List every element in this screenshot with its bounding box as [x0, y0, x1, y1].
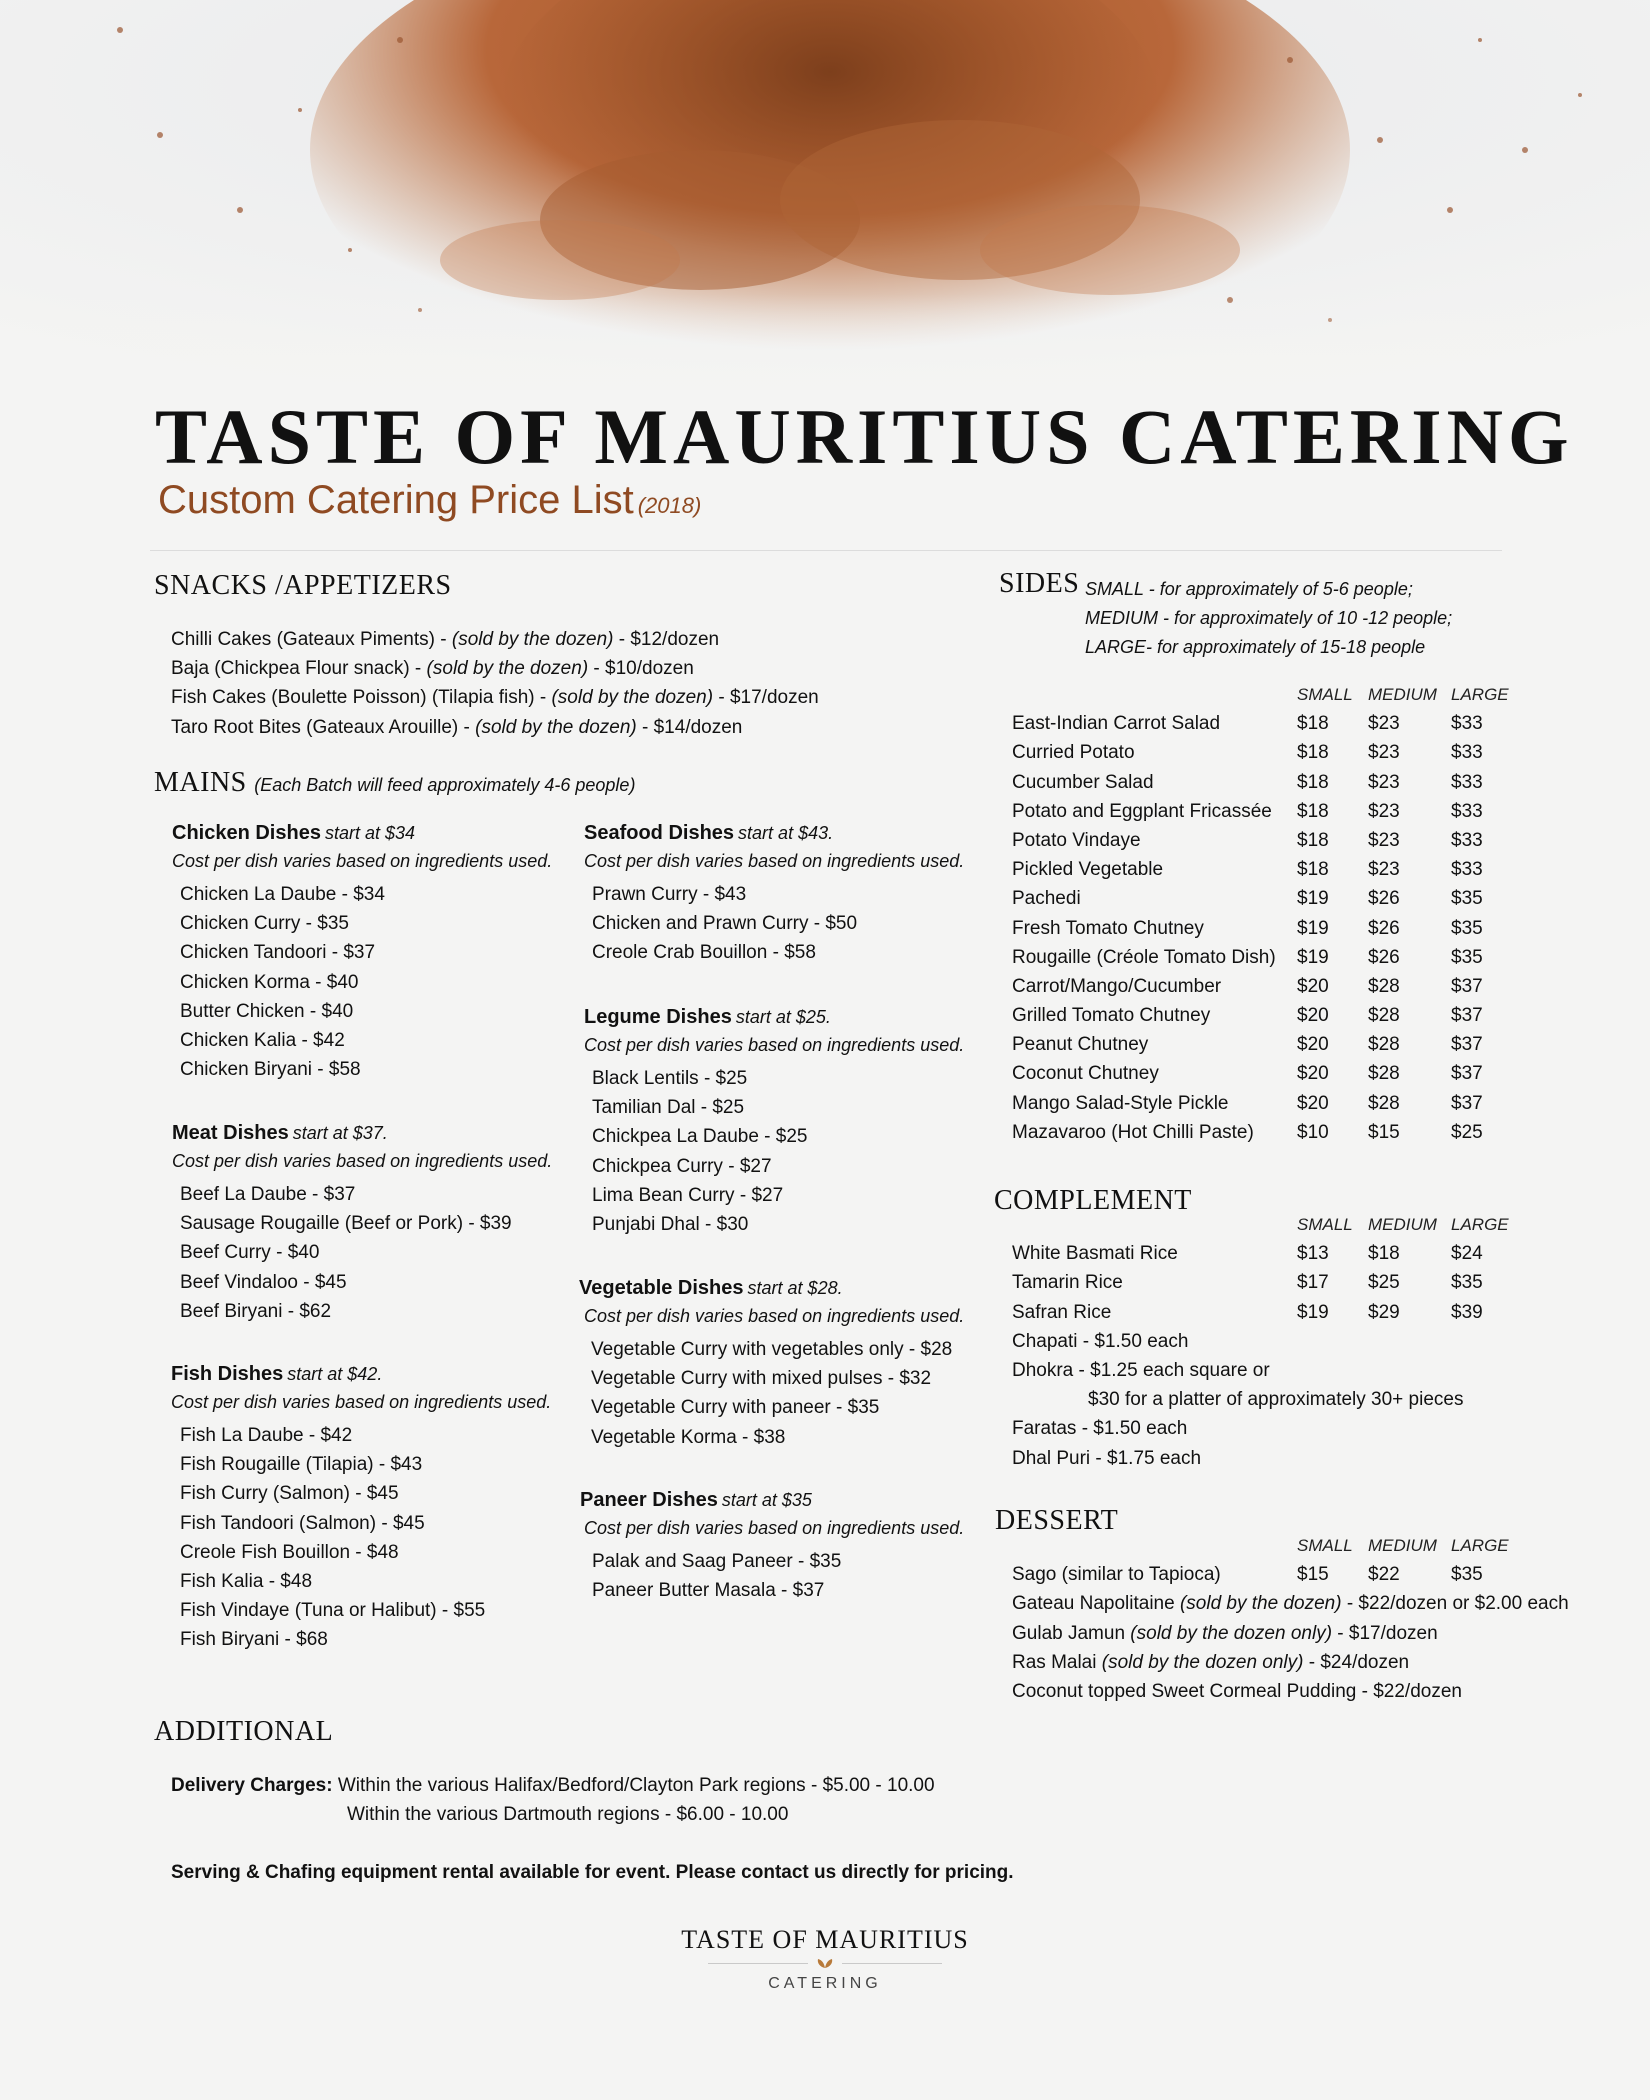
- list-item: Chicken Tandoori - $37: [180, 942, 376, 964]
- delivery-line-1: Within the various Halifax/Bedford/Clayton Park regions - $5.00 - 10.00: [332, 1775, 935, 1796]
- list-item: Coconut topped Sweet Cormeal Pudding - $22/dozen: [1012, 1680, 1462, 1702]
- list-item: Butter Chicken - $40: [180, 1000, 354, 1022]
- item-price: $23: [1368, 829, 1400, 851]
- table-row: [1012, 797, 1511, 826]
- item-price: $10: [1297, 1121, 1329, 1143]
- item-price: $20: [1297, 1063, 1329, 1085]
- item-price: $33: [1451, 742, 1483, 764]
- item-name: Potato Vindaye: [1012, 829, 1141, 851]
- item-price: $37: [1451, 1005, 1483, 1027]
- item-name: Mazavaroo (Hot Chilli Paste): [1012, 1121, 1254, 1143]
- item-price: $37: [1451, 1034, 1483, 1056]
- item-price: $29: [1368, 1301, 1400, 1323]
- list-item: Vegetable Curry with vegetables only - $28: [591, 1339, 953, 1360]
- logo-name: TASTE OF MAURITIUS: [681, 1925, 969, 1954]
- group-title: Paneer Dishes: [580, 1489, 718, 1511]
- group-start-price: start at $25.: [735, 1007, 831, 1027]
- size-note-small: SMALL - for approximately of 5-6 people;: [1085, 579, 1413, 599]
- item-name: Fresh Tomato Chutney: [1012, 917, 1204, 939]
- list-item: Fish Tandoori (Salmon) - $45: [180, 1512, 425, 1534]
- item-price: $19: [1297, 917, 1329, 939]
- item-price: $37: [1451, 975, 1483, 997]
- snacks-list: [171, 625, 819, 742]
- table-row: [1012, 826, 1511, 855]
- table-row: [1012, 855, 1511, 884]
- list-item: Chicken and Prawn Curry - $50: [592, 913, 858, 935]
- item-price: $23: [1368, 713, 1400, 735]
- fish-dishes-group: [171, 1363, 551, 1655]
- col-large: LARGE: [1451, 1536, 1509, 1555]
- item-price: $25: [1368, 1272, 1400, 1294]
- table-row: [1012, 1268, 1511, 1297]
- group-start-price: start at $35: [721, 1490, 812, 1510]
- logo-sub: CATERING: [768, 1975, 882, 1992]
- item-price: $28: [1368, 1005, 1400, 1027]
- item-price: $23: [1368, 800, 1400, 822]
- group-note: Cost per dish varies based on ingredients used.: [584, 1035, 965, 1055]
- list-item: Beef La Daube - $37: [180, 1184, 356, 1205]
- list-item: Creole Crab Bouillon - $58: [592, 942, 816, 964]
- item-price: $35: [1451, 917, 1483, 939]
- leaf-ornament-icon: [600, 1957, 1050, 1969]
- item-price: $19: [1297, 888, 1329, 910]
- table-row: [1012, 1030, 1511, 1059]
- delivery-line-2: Within the various Dartmouth regions - $6.00 - 10.00: [347, 1804, 789, 1826]
- equipment-note: Serving & Chafing equipment rental available for event. Please contact us directly for pricing.: [171, 1862, 1014, 1883]
- page-title: TASTE OF MAURITIUS CATERING: [155, 393, 1574, 480]
- snacks-heading: SNACKS /APPETIZERS: [154, 570, 452, 601]
- table-row: [1012, 943, 1511, 972]
- list-item: Gateau Napolitaine (sold by the dozen) - $22/dozen or $2.00 each: [1012, 1593, 1569, 1615]
- list-item: Creole Fish Bouillon - $48: [180, 1541, 399, 1563]
- list-item: Fish Rougaille (Tilapia) - $43: [180, 1454, 423, 1476]
- list-item: Beef Biryani - $62: [180, 1300, 332, 1322]
- item-price: $28: [1368, 1034, 1400, 1056]
- col-small: SMALL: [1297, 685, 1353, 704]
- group-note: Cost per dish varies based on ingredients used.: [584, 1306, 965, 1326]
- table-row: [1012, 884, 1511, 913]
- group-start-price: start at $42.: [287, 1364, 383, 1384]
- item-price: $20: [1297, 1034, 1329, 1056]
- col-small: SMALL: [1297, 1536, 1353, 1555]
- table-row: [1012, 709, 1511, 738]
- dessert-table: [1012, 1531, 1569, 1706]
- item-price: $39: [1451, 1301, 1483, 1323]
- item-name: Carrot/Mango/Cucumber: [1012, 975, 1222, 997]
- delivery-label: Delivery Charges:: [171, 1775, 333, 1796]
- item-name: Peanut Chutney: [1012, 1034, 1149, 1056]
- table-row: [1012, 738, 1511, 767]
- divider: [150, 550, 1502, 551]
- col-medium: MEDIUM: [1368, 1536, 1437, 1555]
- delivery-charges: [171, 1771, 935, 1829]
- dessert-heading: DESSERT: [995, 1505, 1119, 1536]
- item-price: $26: [1368, 946, 1400, 968]
- additional-heading: ADDITIONAL: [154, 1716, 334, 1747]
- list-item: Fish Vindaye (Tuna or Halibut) - $55: [180, 1600, 486, 1622]
- group-title: Fish Dishes: [171, 1363, 284, 1385]
- list-item: Beef Curry - $40: [180, 1242, 320, 1264]
- list-item: Chicken Kalia - $42: [180, 1030, 345, 1052]
- list-item: Lima Bean Curry - $27: [592, 1184, 784, 1206]
- table-row: [1012, 1001, 1511, 1030]
- item-name: Curried Potato: [1012, 742, 1135, 764]
- item-price: $18: [1297, 829, 1329, 851]
- list-item: Chickpea Curry - $27: [592, 1155, 772, 1177]
- group-start-price: start at $28.: [747, 1278, 843, 1298]
- table-row: [1012, 1089, 1511, 1118]
- group-note: Cost per dish varies based on ingredients used.: [584, 1518, 965, 1538]
- group-title: Chicken Dishes: [172, 822, 321, 844]
- list-item: Chilli Cakes (Gateaux Piments) - (sold by the dozen) - $12/dozen: [171, 629, 720, 650]
- table-row: [1012, 1118, 1511, 1147]
- chicken-dishes-group: [172, 822, 552, 1084]
- item-price: $19: [1297, 946, 1329, 968]
- item-price: $18: [1297, 771, 1329, 793]
- list-item: Vegetable Korma - $38: [591, 1426, 786, 1448]
- list-item: Tamilian Dal - $25: [592, 1097, 745, 1119]
- item-price: $28: [1368, 975, 1400, 997]
- list-item: Chapati - $1.50 each: [1012, 1330, 1189, 1352]
- table-header: [1012, 1531, 1569, 1560]
- list-item: Faratas - $1.50 each: [1012, 1418, 1188, 1440]
- table-row: [1012, 1059, 1511, 1088]
- footer-logo: [600, 1925, 1050, 1993]
- list-item: $30 for a platter of approximately 30+ pieces: [1088, 1389, 1464, 1411]
- item-price: $23: [1368, 742, 1400, 764]
- item-price: $28: [1368, 1092, 1400, 1114]
- group-title: Vegetable Dishes: [579, 1277, 744, 1299]
- item-price: $23: [1368, 859, 1400, 881]
- table-row: Sago (similar to Tapioca) $15 $22 $35: [1012, 1564, 1483, 1586]
- list-item: Dhokra - $1.25 each square or: [1012, 1359, 1270, 1381]
- vegetable-dishes-group: [579, 1277, 964, 1452]
- list-item: Black Lentils - $25: [592, 1068, 748, 1089]
- group-title: Legume Dishes: [584, 1006, 732, 1028]
- subtitle-text: Custom Catering Price List: [158, 478, 634, 522]
- item-price: $33: [1451, 771, 1483, 793]
- list-item: Vegetable Curry with mixed pulses - $32: [591, 1368, 932, 1390]
- col-small: SMALL: [1297, 1215, 1353, 1234]
- table-row: [1012, 972, 1511, 1001]
- col-large: LARGE: [1451, 1215, 1509, 1234]
- group-start-price: start at $37.: [292, 1123, 388, 1143]
- complement-heading: COMPLEMENT: [994, 1185, 1192, 1216]
- list-item: Chicken La Daube - $34: [180, 884, 385, 905]
- item-price: $35: [1451, 946, 1483, 968]
- item-name: Pickled Vegetable: [1012, 859, 1164, 881]
- subtitle-year: (2018): [637, 493, 702, 518]
- list-item: Baja (Chickpea Flour snack) - (sold by the dozen) - $10/dozen: [171, 658, 694, 680]
- page-subtitle: [158, 478, 701, 523]
- mains-heading: [154, 767, 635, 799]
- item-name: Pachedi: [1012, 888, 1081, 910]
- table-row: [1012, 1239, 1511, 1268]
- mains-note: (Each Batch will feed approximately 4-6 people): [254, 775, 636, 795]
- mains-heading-text: MAINS: [154, 767, 247, 798]
- item-price: $35: [1451, 1272, 1483, 1294]
- paneer-dishes-group: [580, 1489, 964, 1605]
- item-price: $20: [1297, 1092, 1329, 1114]
- item-price: $15: [1368, 1121, 1400, 1143]
- table-header: [1012, 680, 1511, 709]
- list-item: Fish Curry (Salmon) - $45: [180, 1483, 399, 1505]
- size-note-medium: MEDIUM - for approximately of 10 -12 people;: [1085, 608, 1453, 628]
- item-name: White Basmati Rice: [1012, 1243, 1178, 1265]
- meat-dishes-group: [172, 1122, 552, 1326]
- item-price: $23: [1368, 771, 1400, 793]
- item-price: $26: [1368, 917, 1400, 939]
- table-row: [1012, 768, 1511, 797]
- item-price: $26: [1368, 888, 1400, 910]
- list-item: Vegetable Curry with paneer - $35: [591, 1397, 880, 1419]
- item-name: Grilled Tomato Chutney: [1012, 1005, 1211, 1027]
- item-price: $37: [1451, 1092, 1483, 1114]
- spice-powder-image: [0, 0, 1650, 420]
- table-row: [1012, 1298, 1511, 1327]
- item-price: $18: [1297, 742, 1329, 764]
- group-title: Seafood Dishes: [584, 822, 735, 844]
- item-price: $33: [1451, 713, 1483, 735]
- list-item: Ras Malai (sold by the dozen only) - $24/dozen: [1012, 1651, 1410, 1673]
- list-item: Punjabi Dhal - $30: [592, 1214, 749, 1236]
- list-item: Chicken Biryani - $58: [180, 1059, 361, 1081]
- item-name: Safran Rice: [1012, 1301, 1112, 1323]
- list-item: Chicken Korma - $40: [180, 971, 359, 993]
- list-item: Fish Cakes (Boulette Poisson) (Tilapia fish) - (sold by the dozen) - $17/dozen: [171, 687, 819, 709]
- col-large: LARGE: [1451, 685, 1509, 704]
- item-price: $33: [1451, 859, 1483, 881]
- item-price: $35: [1451, 888, 1483, 910]
- item-price: $18: [1368, 1243, 1400, 1265]
- group-title: Meat Dishes: [172, 1122, 289, 1144]
- item-price: $13: [1297, 1243, 1329, 1265]
- complement-extras: [1012, 1327, 1511, 1473]
- item-price: $33: [1451, 800, 1483, 822]
- col-medium: MEDIUM: [1368, 685, 1437, 704]
- group-note: Cost per dish varies based on ingredients used.: [172, 1151, 553, 1171]
- list-item: Paneer Butter Masala - $37: [592, 1580, 825, 1602]
- item-price: $33: [1451, 829, 1483, 851]
- item-name: Rougaille (Créole Tomato Dish): [1012, 946, 1276, 968]
- sides-heading: SIDES: [999, 568, 1080, 599]
- item-price: $18: [1297, 859, 1329, 881]
- col-medium: MEDIUM: [1368, 1215, 1437, 1234]
- group-start-price: start at $43.: [738, 823, 834, 843]
- item-price: $28: [1368, 1063, 1400, 1085]
- item-price: $17: [1297, 1272, 1329, 1294]
- size-note-large: LARGE- for approximately of 15-18 people: [1085, 637, 1426, 657]
- item-name: East-Indian Carrot Salad: [1012, 713, 1221, 735]
- list-item: Gulab Jamun (sold by the dozen only) - $17/dozen: [1012, 1622, 1438, 1644]
- list-item: Palak and Saag Paneer - $35: [592, 1551, 842, 1572]
- group-start-price: start at $34: [324, 823, 416, 843]
- sides-table: [1012, 680, 1511, 1147]
- item-price: $19: [1297, 1301, 1329, 1323]
- list-item: Fish Kalia - $48: [180, 1571, 313, 1593]
- item-name: Coconut Chutney: [1012, 1063, 1159, 1085]
- list-item: Beef Vindaloo - $45: [180, 1271, 347, 1293]
- list-item: Taro Root Bites (Gateaux Arouille) - (sold by the dozen) - $14/dozen: [171, 716, 743, 738]
- list-item: Fish La Daube - $42: [180, 1425, 353, 1446]
- item-price: $20: [1297, 1005, 1329, 1027]
- list-item: Sausage Rougaille (Beef or Pork) - $39: [180, 1213, 512, 1235]
- list-item: Fish Biryani - $68: [180, 1629, 328, 1651]
- item-price: $20: [1297, 975, 1329, 997]
- item-name: Cucumber Salad: [1012, 771, 1154, 793]
- list-item: Dhal Puri - $1.75 each: [1012, 1447, 1202, 1469]
- complement-table: [1012, 1210, 1511, 1473]
- item-price: $25: [1451, 1121, 1483, 1143]
- list-item: Prawn Curry - $43: [592, 884, 747, 905]
- sides-size-notes: [1085, 575, 1452, 662]
- item-name: Mango Salad-Style Pickle: [1012, 1092, 1229, 1114]
- seafood-dishes-group: [584, 822, 964, 968]
- legume-dishes-group: [584, 1006, 964, 1239]
- item-name: Tamarin Rice: [1012, 1272, 1123, 1294]
- group-note: Cost per dish varies based on ingredients used.: [172, 851, 553, 871]
- item-price: $24: [1451, 1243, 1483, 1265]
- group-note: Cost per dish varies based on ingredients used.: [584, 851, 965, 871]
- group-note: Cost per dish varies based on ingredients used.: [171, 1392, 552, 1412]
- item-name: Potato and Eggplant Fricassée: [1012, 800, 1272, 822]
- table-header: [1012, 1210, 1511, 1239]
- item-price: $37: [1451, 1063, 1483, 1085]
- item-price: $18: [1297, 713, 1329, 735]
- list-item: Chicken Curry - $35: [180, 913, 349, 935]
- table-row: [1012, 914, 1511, 943]
- list-item: Chickpea La Daube - $25: [592, 1126, 808, 1148]
- item-price: $18: [1297, 800, 1329, 822]
